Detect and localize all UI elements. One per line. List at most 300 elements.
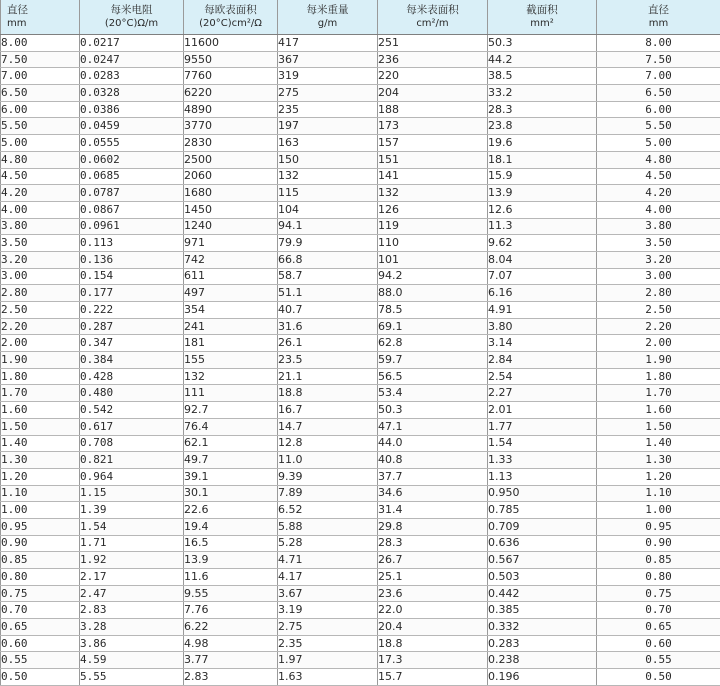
cell-diameter: 4.50	[1, 168, 80, 185]
cell-cross-section: 1.77	[488, 418, 597, 435]
cell-resistance: 0.542	[80, 402, 184, 419]
cell-surface-per-ohm: 497	[184, 285, 278, 302]
cell-surface-per-ohm: 2830	[184, 135, 278, 152]
header-cross-section-title: 截面积	[488, 4, 596, 17]
cell-resistance: 3.28	[80, 619, 184, 636]
cell-resistance: 4.59	[80, 652, 184, 669]
cell-diameter-right: 3.00	[597, 268, 720, 285]
cell-diameter-right: 0.50	[597, 669, 720, 686]
cell-surface-per-meter: 22.0	[378, 602, 488, 619]
cell-diameter-right: 6.00	[597, 101, 720, 118]
cell-surface-per-meter: 132	[378, 185, 488, 202]
cell-surface-per-ohm: 6.22	[184, 619, 278, 636]
table-row	[1, 168, 720, 185]
table-row	[1, 268, 720, 285]
cell-resistance: 0.222	[80, 302, 184, 319]
table-body	[1, 35, 720, 686]
header-weight-title: 每米重量	[278, 4, 377, 17]
cell-weight: 5.28	[278, 535, 378, 552]
cell-diameter-right: 1.80	[597, 368, 720, 385]
header-diameter-right-title: 直径	[597, 4, 720, 17]
cell-resistance: 0.154	[80, 268, 184, 285]
header-cross-section	[488, 0, 597, 35]
table-row	[1, 452, 720, 469]
cell-weight: 197	[278, 118, 378, 135]
table-row	[1, 535, 720, 552]
cell-diameter: 2.50	[1, 302, 80, 319]
cell-surface-per-meter: 25.1	[378, 569, 488, 586]
cell-weight: 58.7	[278, 268, 378, 285]
cell-diameter: 4.80	[1, 151, 80, 168]
cell-surface-per-ohm: 30.1	[184, 485, 278, 502]
cell-diameter-right: 5.50	[597, 118, 720, 135]
table-row	[1, 569, 720, 586]
table-row	[1, 185, 720, 202]
cell-diameter: 8.00	[1, 35, 80, 52]
cell-weight: 115	[278, 185, 378, 202]
cell-resistance: 0.0555	[80, 135, 184, 152]
table-row	[1, 652, 720, 669]
cell-diameter-right: 1.20	[597, 468, 720, 485]
table-row	[1, 85, 720, 102]
cell-diameter-right: 4.80	[597, 151, 720, 168]
cell-diameter: 5.50	[1, 118, 80, 135]
cell-surface-per-meter: 34.6	[378, 485, 488, 502]
cell-diameter-right: 1.90	[597, 352, 720, 369]
cell-diameter-right: 2.00	[597, 335, 720, 352]
cell-surface-per-ohm: 22.6	[184, 502, 278, 519]
cell-resistance: 0.287	[80, 318, 184, 335]
cell-surface-per-ohm: 19.4	[184, 518, 278, 535]
cell-resistance: 5.55	[80, 669, 184, 686]
cell-resistance: 3.86	[80, 635, 184, 652]
cell-surface-per-ohm: 611	[184, 268, 278, 285]
cell-surface-per-meter: 40.8	[378, 452, 488, 469]
cell-diameter-right: 7.50	[597, 51, 720, 68]
cell-cross-section: 1.33	[488, 452, 597, 469]
cell-diameter-right: 1.70	[597, 385, 720, 402]
cell-diameter-right: 1.40	[597, 435, 720, 452]
header-surface-per-ohm	[184, 0, 278, 35]
cell-diameter: 2.20	[1, 318, 80, 335]
cell-resistance: 0.708	[80, 435, 184, 452]
cell-cross-section: 0.385	[488, 602, 597, 619]
cell-weight: 66.8	[278, 251, 378, 268]
cell-diameter: 3.20	[1, 251, 80, 268]
cell-surface-per-ohm: 7.76	[184, 602, 278, 619]
cell-cross-section: 0.332	[488, 619, 597, 636]
cell-surface-per-ohm: 11.6	[184, 569, 278, 586]
cell-weight: 2.75	[278, 619, 378, 636]
cell-surface-per-meter: 62.8	[378, 335, 488, 352]
cell-cross-section: 12.6	[488, 201, 597, 218]
cell-resistance: 0.0283	[80, 68, 184, 85]
cell-diameter: 3.00	[1, 268, 80, 285]
table-row	[1, 585, 720, 602]
cell-surface-per-ohm: 4890	[184, 101, 278, 118]
cell-weight: 26.1	[278, 335, 378, 352]
cell-resistance: 0.0217	[80, 35, 184, 52]
cell-diameter-right: 0.60	[597, 635, 720, 652]
cell-cross-section: 23.8	[488, 118, 597, 135]
cell-surface-per-ohm: 354	[184, 302, 278, 319]
cell-diameter-right: 2.20	[597, 318, 720, 335]
header-diameter-title: 直径	[7, 4, 79, 17]
header-diameter-unit: mm	[7, 17, 79, 30]
table-row	[1, 51, 720, 68]
table-row	[1, 302, 720, 319]
cell-weight: 11.0	[278, 452, 378, 469]
cell-weight: 18.8	[278, 385, 378, 402]
table-row	[1, 335, 720, 352]
header-diameter	[1, 0, 80, 35]
header-resistance	[80, 0, 184, 35]
cell-weight: 367	[278, 51, 378, 68]
cell-surface-per-ohm: 2.83	[184, 669, 278, 686]
cell-diameter: 6.50	[1, 85, 80, 102]
cell-surface-per-meter: 59.7	[378, 352, 488, 369]
table-row	[1, 368, 720, 385]
cell-surface-per-ohm: 16.5	[184, 535, 278, 552]
header-diameter-right	[597, 0, 720, 35]
cell-surface-per-meter: 151	[378, 151, 488, 168]
table-header	[1, 0, 720, 35]
cell-diameter: 7.00	[1, 68, 80, 85]
cell-diameter: 1.30	[1, 452, 80, 469]
table-row	[1, 285, 720, 302]
table-row	[1, 218, 720, 235]
cell-cross-section: 13.9	[488, 185, 597, 202]
header-row	[1, 0, 720, 35]
cell-surface-per-ohm: 7760	[184, 68, 278, 85]
cell-resistance: 2.17	[80, 569, 184, 586]
cell-resistance: 0.480	[80, 385, 184, 402]
cell-cross-section: 0.636	[488, 535, 597, 552]
cell-weight: 40.7	[278, 302, 378, 319]
cell-surface-per-ohm: 155	[184, 352, 278, 369]
cell-cross-section: 15.9	[488, 168, 597, 185]
cell-diameter-right: 4.20	[597, 185, 720, 202]
cell-diameter-right: 1.30	[597, 452, 720, 469]
cell-resistance: 0.384	[80, 352, 184, 369]
cell-resistance: 1.39	[80, 502, 184, 519]
header-resistance-title: 每米电阻	[80, 4, 183, 17]
table-row	[1, 151, 720, 168]
cell-resistance: 0.964	[80, 468, 184, 485]
cell-surface-per-ohm: 3.77	[184, 652, 278, 669]
cell-surface-per-meter: 157	[378, 135, 488, 152]
table-row	[1, 619, 720, 636]
cell-cross-section: 11.3	[488, 218, 597, 235]
cell-resistance: 0.113	[80, 235, 184, 252]
cell-surface-per-meter: 220	[378, 68, 488, 85]
cell-diameter-right: 2.50	[597, 302, 720, 319]
cell-weight: 6.52	[278, 502, 378, 519]
cell-weight: 4.71	[278, 552, 378, 569]
cell-surface-per-meter: 119	[378, 218, 488, 235]
cell-resistance: 1.15	[80, 485, 184, 502]
cell-diameter-right: 6.50	[597, 85, 720, 102]
cell-surface-per-meter: 31.4	[378, 502, 488, 519]
cell-cross-section: 0.567	[488, 552, 597, 569]
cell-cross-section: 0.785	[488, 502, 597, 519]
header-surface-per-meter-unit: cm²/m	[378, 17, 487, 30]
cell-surface-per-ohm: 92.7	[184, 402, 278, 419]
cell-diameter: 0.95	[1, 518, 80, 535]
cell-cross-section: 0.709	[488, 518, 597, 535]
cell-cross-section: 0.442	[488, 585, 597, 602]
cell-cross-section: 1.54	[488, 435, 597, 452]
cell-weight: 3.19	[278, 602, 378, 619]
cell-cross-section: 2.01	[488, 402, 597, 419]
cell-resistance: 0.0787	[80, 185, 184, 202]
cell-diameter: 0.60	[1, 635, 80, 652]
table-row	[1, 485, 720, 502]
cell-diameter-right: 0.85	[597, 552, 720, 569]
cell-diameter-right: 3.80	[597, 218, 720, 235]
cell-diameter: 1.20	[1, 468, 80, 485]
cell-surface-per-ohm: 11600	[184, 35, 278, 52]
cell-surface-per-meter: 29.8	[378, 518, 488, 535]
table-row	[1, 352, 720, 369]
cell-cross-section: 6.16	[488, 285, 597, 302]
cell-surface-per-meter: 50.3	[378, 402, 488, 419]
table-row	[1, 235, 720, 252]
cell-surface-per-ohm: 62.1	[184, 435, 278, 452]
cell-cross-section: 19.6	[488, 135, 597, 152]
cell-surface-per-meter: 44.0	[378, 435, 488, 452]
cell-surface-per-ohm: 1680	[184, 185, 278, 202]
cell-cross-section: 2.54	[488, 368, 597, 385]
cell-surface-per-ohm: 1450	[184, 201, 278, 218]
cell-resistance: 2.83	[80, 602, 184, 619]
cell-diameter: 1.00	[1, 502, 80, 519]
cell-weight: 150	[278, 151, 378, 168]
cell-cross-section: 28.3	[488, 101, 597, 118]
cell-diameter-right: 1.60	[597, 402, 720, 419]
cell-cross-section: 0.503	[488, 569, 597, 586]
cell-diameter-right: 0.65	[597, 619, 720, 636]
cell-surface-per-ohm: 241	[184, 318, 278, 335]
cell-cross-section: 0.238	[488, 652, 597, 669]
cell-diameter: 2.00	[1, 335, 80, 352]
cell-resistance: 0.0685	[80, 168, 184, 185]
cell-surface-per-ohm: 49.7	[184, 452, 278, 469]
cell-resistance: 0.821	[80, 452, 184, 469]
cell-surface-per-ohm: 2060	[184, 168, 278, 185]
cell-surface-per-ohm: 742	[184, 251, 278, 268]
cell-surface-per-meter: 17.3	[378, 652, 488, 669]
cell-diameter: 0.70	[1, 602, 80, 619]
cell-weight: 23.5	[278, 352, 378, 369]
cell-resistance: 2.47	[80, 585, 184, 602]
cell-cross-section: 3.14	[488, 335, 597, 352]
cell-surface-per-ohm: 4.98	[184, 635, 278, 652]
cell-surface-per-meter: 94.2	[378, 268, 488, 285]
cell-surface-per-meter: 28.3	[378, 535, 488, 552]
table-row	[1, 201, 720, 218]
cell-weight: 104	[278, 201, 378, 218]
cell-diameter: 4.00	[1, 201, 80, 218]
cell-resistance: 1.92	[80, 552, 184, 569]
cell-cross-section: 4.91	[488, 302, 597, 319]
header-surface-per-meter-title: 每米表面积	[378, 4, 487, 17]
table-row	[1, 385, 720, 402]
cell-diameter: 2.80	[1, 285, 80, 302]
cell-resistance: 0.617	[80, 418, 184, 435]
header-surface-per-meter	[378, 0, 488, 35]
header-surface-per-ohm-unit: (20°C)cm²/Ω	[184, 17, 277, 30]
cell-resistance: 0.0602	[80, 151, 184, 168]
cell-surface-per-ohm: 132	[184, 368, 278, 385]
cell-surface-per-meter: 23.6	[378, 585, 488, 602]
cell-diameter: 6.00	[1, 101, 80, 118]
cell-weight: 275	[278, 85, 378, 102]
cell-diameter: 0.50	[1, 669, 80, 686]
cell-weight: 94.1	[278, 218, 378, 235]
cell-surface-per-ohm: 111	[184, 385, 278, 402]
cell-surface-per-meter: 18.8	[378, 635, 488, 652]
cell-diameter-right: 1.00	[597, 502, 720, 519]
table-row	[1, 251, 720, 268]
cell-diameter-right: 2.80	[597, 285, 720, 302]
cell-surface-per-meter: 204	[378, 85, 488, 102]
cell-cross-section: 3.80	[488, 318, 597, 335]
cell-diameter-right: 4.00	[597, 201, 720, 218]
header-diameter-right-unit: mm	[597, 17, 720, 30]
cell-diameter-right: 0.70	[597, 602, 720, 619]
cell-surface-per-meter: 110	[378, 235, 488, 252]
cell-diameter-right: 0.55	[597, 652, 720, 669]
cell-resistance: 0.0386	[80, 101, 184, 118]
cell-cross-section: 0.283	[488, 635, 597, 652]
cell-diameter: 5.00	[1, 135, 80, 152]
cell-diameter-right: 7.00	[597, 68, 720, 85]
cell-resistance: 0.0328	[80, 85, 184, 102]
cell-surface-per-meter: 126	[378, 201, 488, 218]
cell-cross-section: 2.84	[488, 352, 597, 369]
cell-cross-section: 50.3	[488, 35, 597, 52]
cell-surface-per-meter: 141	[378, 168, 488, 185]
cell-weight: 2.35	[278, 635, 378, 652]
cell-weight: 5.88	[278, 518, 378, 535]
cell-diameter: 1.10	[1, 485, 80, 502]
header-weight-unit: g/m	[278, 17, 377, 30]
cell-weight: 16.7	[278, 402, 378, 419]
cell-weight: 31.6	[278, 318, 378, 335]
table-row	[1, 402, 720, 419]
cell-weight: 235	[278, 101, 378, 118]
cell-cross-section: 0.196	[488, 669, 597, 686]
table-row	[1, 602, 720, 619]
cell-resistance: 0.347	[80, 335, 184, 352]
cell-surface-per-ohm: 76.4	[184, 418, 278, 435]
cell-cross-section: 18.1	[488, 151, 597, 168]
cell-weight: 163	[278, 135, 378, 152]
cell-cross-section: 44.2	[488, 51, 597, 68]
cell-resistance: 0.0247	[80, 51, 184, 68]
cell-resistance: 0.0867	[80, 201, 184, 218]
cell-surface-per-ohm: 9550	[184, 51, 278, 68]
table-row	[1, 552, 720, 569]
cell-diameter: 1.90	[1, 352, 80, 369]
table-row	[1, 468, 720, 485]
cell-diameter: 3.50	[1, 235, 80, 252]
cell-weight: 51.1	[278, 285, 378, 302]
cell-surface-per-meter: 47.1	[378, 418, 488, 435]
cell-weight: 3.67	[278, 585, 378, 602]
table-row	[1, 101, 720, 118]
header-surface-per-ohm-title: 每欧表面积	[184, 4, 277, 17]
cell-surface-per-meter: 37.7	[378, 468, 488, 485]
cell-weight: 132	[278, 168, 378, 185]
cell-diameter-right: 0.75	[597, 585, 720, 602]
cell-diameter-right: 4.50	[597, 168, 720, 185]
cell-cross-section: 2.27	[488, 385, 597, 402]
cell-diameter: 1.80	[1, 368, 80, 385]
table-row	[1, 635, 720, 652]
cell-resistance: 0.0459	[80, 118, 184, 135]
cell-surface-per-meter: 53.4	[378, 385, 488, 402]
cell-diameter: 7.50	[1, 51, 80, 68]
cell-surface-per-meter: 101	[378, 251, 488, 268]
cell-surface-per-meter: 69.1	[378, 318, 488, 335]
cell-surface-per-meter: 26.7	[378, 552, 488, 569]
cell-diameter-right: 3.50	[597, 235, 720, 252]
cell-surface-per-ohm: 181	[184, 335, 278, 352]
cell-diameter: 0.90	[1, 535, 80, 552]
cell-surface-per-ohm: 9.55	[184, 585, 278, 602]
cell-diameter-right: 0.80	[597, 569, 720, 586]
table-row	[1, 135, 720, 152]
cell-diameter-right: 3.20	[597, 251, 720, 268]
cell-surface-per-meter: 20.4	[378, 619, 488, 636]
cell-resistance: 1.54	[80, 518, 184, 535]
cell-diameter: 1.60	[1, 402, 80, 419]
cell-weight: 12.8	[278, 435, 378, 452]
cell-diameter-right: 8.00	[597, 35, 720, 52]
cell-surface-per-meter: 188	[378, 101, 488, 118]
cell-surface-per-ohm: 971	[184, 235, 278, 252]
cell-diameter: 1.40	[1, 435, 80, 452]
cell-surface-per-meter: 88.0	[378, 285, 488, 302]
cell-surface-per-meter: 78.5	[378, 302, 488, 319]
cell-surface-per-ohm: 1240	[184, 218, 278, 235]
cell-diameter: 1.70	[1, 385, 80, 402]
cell-weight: 319	[278, 68, 378, 85]
cell-surface-per-ohm: 2500	[184, 151, 278, 168]
cell-surface-per-ohm: 3770	[184, 118, 278, 135]
table-row	[1, 518, 720, 535]
cell-diameter: 0.85	[1, 552, 80, 569]
cell-surface-per-meter: 236	[378, 51, 488, 68]
cell-weight: 7.89	[278, 485, 378, 502]
cell-weight: 21.1	[278, 368, 378, 385]
cell-surface-per-meter: 15.7	[378, 669, 488, 686]
cell-diameter-right: 1.50	[597, 418, 720, 435]
cell-resistance: 0.177	[80, 285, 184, 302]
cell-diameter: 3.80	[1, 218, 80, 235]
cell-surface-per-meter: 56.5	[378, 368, 488, 385]
cell-surface-per-ohm: 13.9	[184, 552, 278, 569]
cell-weight: 4.17	[278, 569, 378, 586]
cell-resistance: 0.136	[80, 251, 184, 268]
cell-diameter: 1.50	[1, 418, 80, 435]
table-row	[1, 68, 720, 85]
cell-diameter: 4.20	[1, 185, 80, 202]
cell-diameter-right: 1.10	[597, 485, 720, 502]
table-row	[1, 435, 720, 452]
